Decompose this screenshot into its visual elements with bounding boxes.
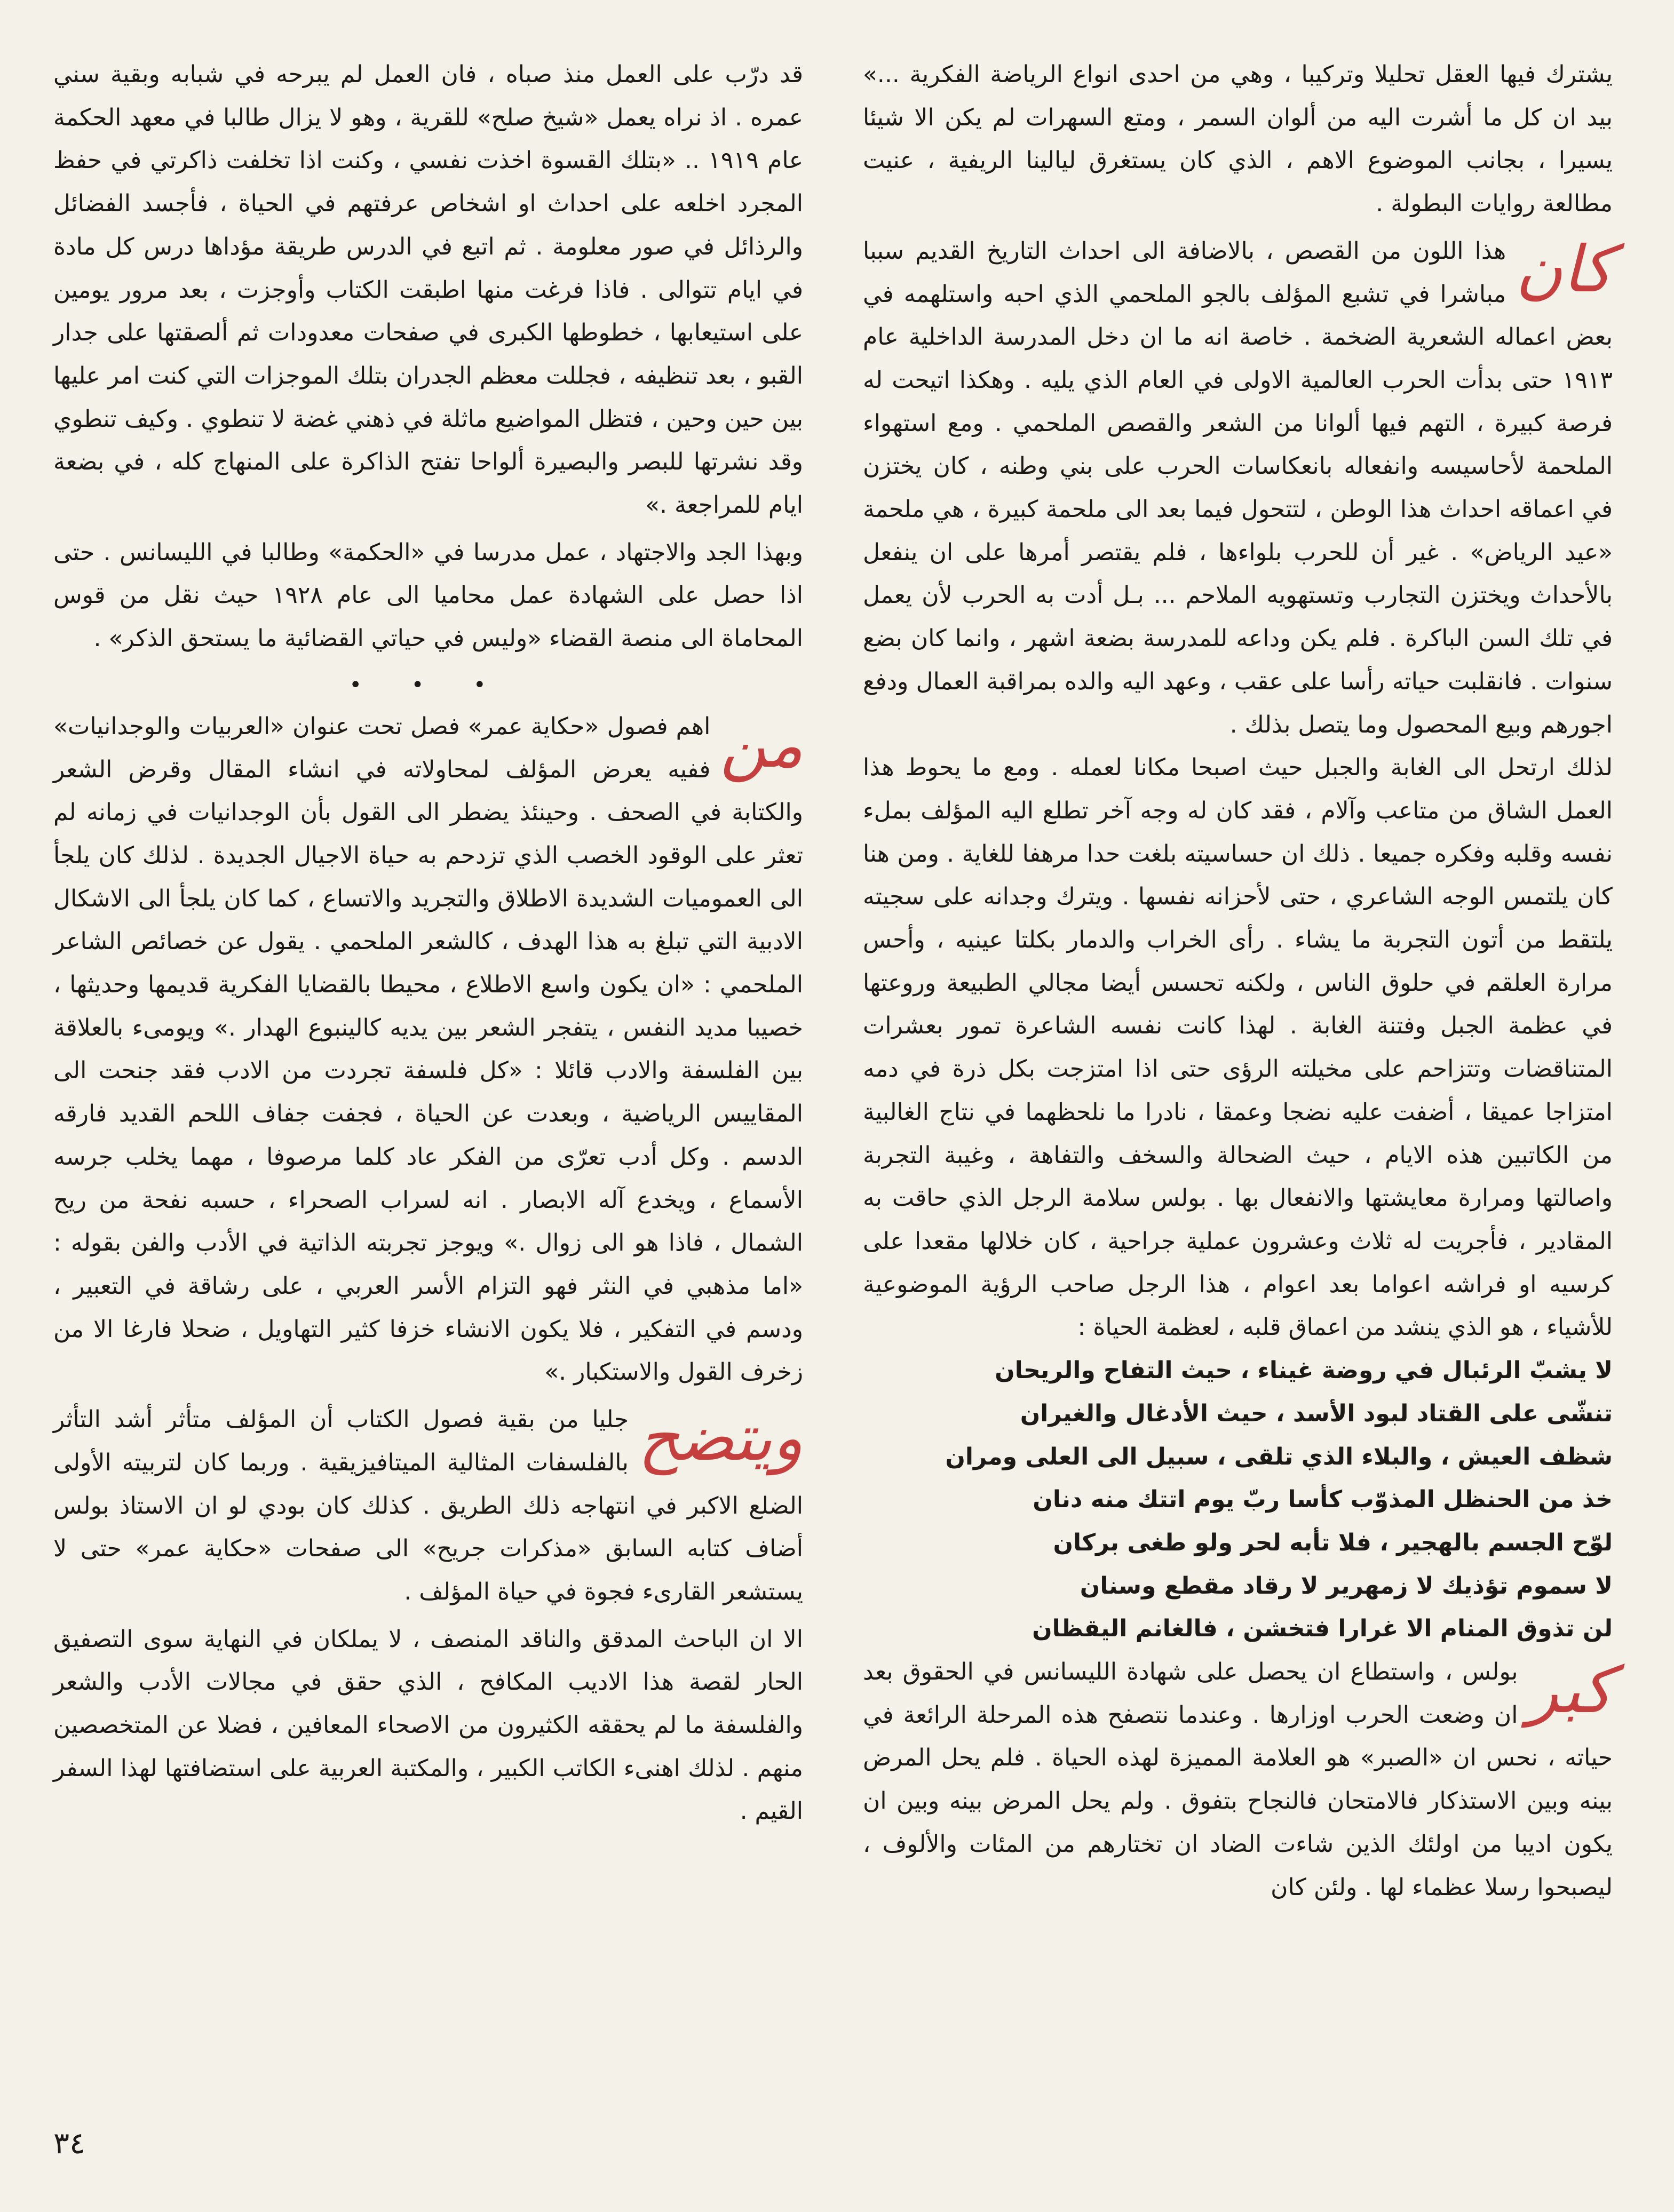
right-column: [863, 53, 1613, 1909]
poem-line: لا يشبّ الرئبال في روضة غيناء ، حيث التفاح والريحان: [995, 1357, 1613, 1385]
section-divider: • • •: [349, 672, 507, 697]
poem-line: لوّح الجسم بالهجير ، فلا تأبه لحر ولو طغى بركان: [1053, 1529, 1613, 1556]
poem-line: شظف العيش ، والبلاء الذي تلقى ، سبيل الى العلى ومران: [945, 1443, 1613, 1470]
drop-cap: ويتضح: [638, 1401, 803, 1476]
paragraph: [53, 1398, 803, 1614]
poem-line: تنشّى على القتاد لبود الأسد ، حيث الأدغال والغيران: [1020, 1399, 1613, 1427]
poem-line: لن تذوق المنام الا غرارا فتخشن ، فالغانم اليقظان: [1032, 1615, 1613, 1643]
paragraph-text: جليا من بقية فصول الكتاب أن المؤلف متأثر أشد التأثر بالفلسفات المثالية الميتافيزيقية . وربما كان لتربيته الأولى الضلع الاكبر في انتهاجه ذلك الطريق . كذلك كان بودي لو ان الاستاذ بولس أضاف كتابه السابق «مذكرات جريح» الى صفحات «حكاية عمر» حتى لا يستشعر القارىء فجوة في حياة المؤلف .: [53, 1406, 803, 1605]
paragraph: قد درّب على العمل منذ صباه ، فان العمل لم يبرحه في شبابه وبقية سني عمره . اذ نراه يعمل «شيخ صلح» للقرية ، وهو لا يزال طالبا في معهد الحكمة عام ١٩١٩ .. «بتلك القسوة اخذت نفسي ، وكنت اذا تخلفت ذاكرتي في حفظ المجرد اخلعه على احداث او اشخاص عرفتهم في الحياة ، فأجسد الفضائل والرذائل في صور معلومة . ثم اتبع في الدرس طريقة مؤداها درس كل مادة في ايام تتوالى . فاذا فرغت منها اطبقت الكتاب وأوجزت ، بعد مرور يومين على استيعابها ، خطوطها الكبرى في صفحات معدودات ثم ألصقتها على جدار القبو ، بعد تنظيفه ، فجللت معظم الجدران بتلك الموجزات التي كنت امر عليها بين حين وحين ، فتظل المواضيع ماثلة في ذهني غضة لا تنطوي . وكيف تنطوي وقد نشرتها للبصر والبصيرة ألواحا تفتح الذاكرة على المنهاج كله ، في بضعة ايام للمراجعة .»: [53, 61, 804, 519]
paragraph-text: اهم فصول «حكاية عمر» فصل تحت عنوان «العربيات والوجدانيات» ففيه يعرض المؤلف لمحاولاته في انشاء المقال وقرض الشعر والكتابة في الصحف . وحينئذ يضطر الى القول بأن الوجدانيات في زمانه لم تعثر على الوقود الخصب الذي تزدحم به حياة الاجيال الجديدة . لذلك كان يلجأ الى العموميات الشديدة الاطلاق والتجريد والاتساع ، كما كان يلجأ الى الاشكال الادبية التي تبلغ به هذا الهدف ، كالشعر الملحمي . يقول عن خصائص الشاعر الملحمي : «ان يكون واسع الاطلاع ، محيطا بالقضايا الفكرية قديمها وحديثها ، خصيبا مديد النفس ، يتفجر الشعر بين يديه كالينبوع الهدار .» ويومىء بالعلاقة بين الفلسفة والادب قائلا : «كل فلسفة تجردت من الادب فقد جنحت الى المقاييس الرياضية ، وبعدت عن الحياة ، فجفت جفاف اللحم القديد فارقه الدسم . وكل أدب تعرّى من الفكر عاد كلما مرصوفا ، مهما يخلب جرسه الأسماع ، ويخدع آله الابصار . انه لسراب الصحراء ، حسبه نفحة من ريح الشمال ، فاذا هو الى زوال .» ويوجز تجربته الذاتية في الأدب والفن بقوله : «اما مذهبي في النثر فهو التزام الأسر العربي ، على رشاقة في التعبير ، ودسم في التفكير ، فلا يكون الانشاء خزفا كثير التهاويل ، ضحلا فارغا الا من زخرف القول والاستكبار .»: [53, 712, 803, 1386]
paragraph: الا ان الباحث المدقق والناقد المنصف ، لا يملكان في النهاية سوى التصفيق الحار لقصة هذا الاديب المكافح ، الذي حقق في مجالات الأدب والشعر والفلسفة ما لم يحققه الكثيرون من الاصحاء المعافين ، فضلا عن المتخصصين منهم . لذلك اهنىء الكاتب الكبير ، والمكتبة العربية على استضافتها لهذا السفر القيم .: [53, 1625, 803, 1825]
drop-cap: من: [720, 707, 803, 782]
paragraph: [53, 705, 803, 1394]
drop-cap: كان: [1516, 232, 1613, 307]
paragraph-text: هذا اللون من القصص ، بالاضافة الى احداث التاريخ القديم سببا مباشرا في تشبع المؤلف بالجو الملحمي الذي احبه واستلهمه في بعض اعماله الشعرية الضخمة . خاصة انه ما ان دخل المدرسة الداخلية عام ١٩١٣ حتى بدأت الحرب العالمية الاولى في العام الذي يليه . وهكذا اتيحت له فرصة كبيرة ، التهم فيها ألوانا من الشعر والقصص الملحمي . ومع استهواء الملحمة لأحاسيسه وانفعاله بانعكاسات الحرب على بني وطنه ، كان يختزن في اعماقه احداث هذا الوطن ، لتتحول فيما بعد الى ملحمة كبيرة ، هي ملحمة «عيد الرياض» . غير أن للحرب بلواءها ، فلم يقتصر أمرها على ان ينفعل بالأحداث ويختزن التجارب وتستهويه الملاحم ... بـل أدت به الحرب لأن يعمل في تلك السن الباكرة . فلم يكن وداعه للمدرسة بضعة اشهر ، وانما كان بضع سنوات . فانقلبت حياته رأسا على عقب ، وعهد اليه والده بمراقبة العمال ودفع اجورهم وبيع المحصول وما يتصل بذلك .: [863, 237, 1613, 738]
paragraph: لذلك ارتحل الى الغابة والجبل حيث اصبحا مكانا لعمله . ومع ما يحوط هذا العمل الشاق من متاعب وآلام ، فقد كان له وجه آخر تطلع اليه المؤلف بملء نفسه وقلبه وفكره جميعا . ذلك ان حساسيته بلغت حدا مرهفا للغاية . ومن هنا كان يلتمس الوجه الشاعري ، حتى لأحزانه نفسها . ويترك وجدانه على سجيته يلتقط من أتون التجربة ما يشاء . رأى الخراب والدمار بكلتا عينيه ، وأحس مرارة العلقم في حلوق الناس ، ولكنه تحسس أيضا مجالي الطبيعة وروعتها في عظمة الجبل وفتنة الغابة . لهذا كانت نفسه الشاعرة تمور بعشرات المتناقضات وتتزاحم على مخيلته الرؤى حتى اذا امتزجت بكل ذرة في دمه امتزاجا عميقا ، أضفت عليه نضجا وعمقا ، نادرا ما نلحظهما في نتاج الغالبية من الكاتبين هذه الايام ، حيث الضحالة والسخف والتفاهة ، وغيبة التجربة واصالتها ومرارة معايشتها والانفعال بها . بولس سلامة الرجل الذي حاقت به المقادير ، فأجريت له ثلاث وعشرون عملية جراحية ، كان خلالها مقعدا على كرسيه او فراشه اعواما بعد اعوام ، هذا الرجل صاحب الرؤية الموضوعية للأشياء ، هو الذي ينشد من اعماق قلبه ، لعظمة الحياة :: [863, 754, 1613, 1341]
poem: [863, 1349, 1613, 1651]
drop-cap: كبر: [1527, 1653, 1613, 1728]
paragraph: [863, 1651, 1613, 1909]
paragraph: [863, 230, 1613, 746]
poem-line: لا سموم تؤذيك لا زمهرير لا رقاد مقطع وسنان: [1080, 1572, 1613, 1600]
left-column: [53, 53, 803, 1833]
poem-line: خذ من الحنظل المذوّب كأسا ربّ يوم اتتك منه دنان: [1033, 1486, 1613, 1514]
paragraph: يشترك فيها العقل تحليلا وتركيبا ، وهي من احدى انواع الرياضة الفكرية ...» بيد ان كل ما أشرت اليه من ألوان السمر ، ومتع السهرات لم يكن الا شيئا يسيرا ، بجانب الموضوع الاهم ، الذي كان يستغرق ليالينا الريفية ، عنيت مطالعة روايات البطولة .: [863, 61, 1613, 218]
paragraph-text: بولس ، واستطاع ان يحصل على شهادة الليسانس في الحقوق بعد ان وضعت الحرب اوزارها . وعندما نتصفح هذه المرحلة الرائعة في حياته ، نحس ان «الصبر» هو العلامة المميزة لهذه الحياة . فلم يحل المرض بينه وبين الاستذكار فالامتحان فالنجاح بتفوق . ولم يحل المرض بينه وبين ان يكون اديبا من اولئك الذين شاءت الضاد ان تختارهم من المئات والألوف ، ليصبحوا رسلا عظماء لها . ولئن كان: [863, 1658, 1613, 1901]
page-number: ٣٤: [53, 2126, 86, 2161]
paragraph: وبهذا الجد والاجتهاد ، عمل مدرسا في «الحكمة» وطالبا في الليسانس . حتى اذا حصل على الشهادة عمل محاميا الى عام ١٩٢٨ حيث نقل من قوس المحاماة الى منصة القضاء «وليس في حياتي القضائية ما يستحق الذكر» .: [53, 538, 804, 653]
